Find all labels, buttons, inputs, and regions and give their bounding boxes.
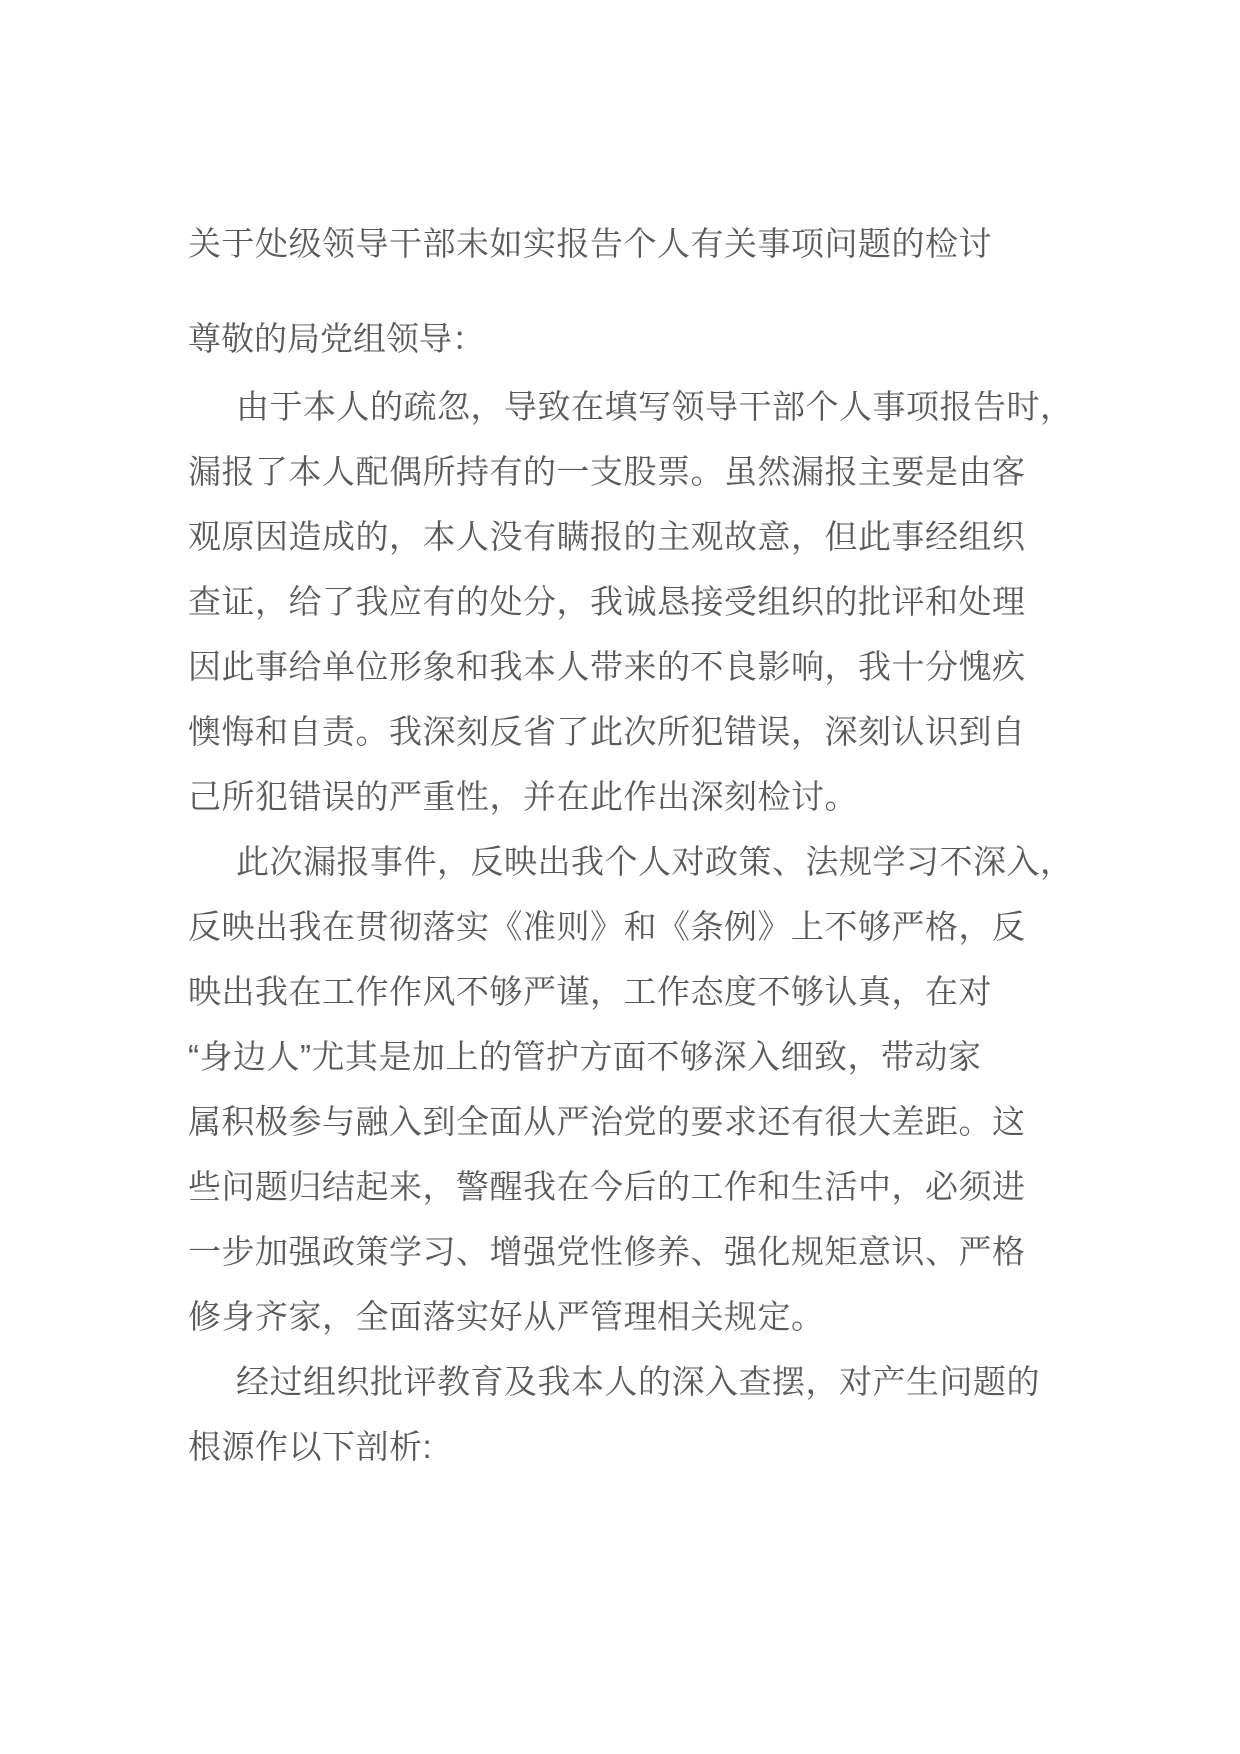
paragraph-line: 属积极参与融入到全面从严治党的要求还有很大差距。这 — [188, 1103, 1026, 1140]
paragraph-line: 根源作以下剖析: — [188, 1428, 433, 1465]
paragraph-line: 此次漏报事件，反映出我个人对政策、法规学习不深入， — [236, 843, 1074, 880]
paragraph-line: “身边人”尤其是加上的管护方面不够深入细致，带动家 — [188, 1038, 982, 1075]
paragraph-line: 反映出我在贯彻落实《准则》和《条例》上不够严格，反 — [188, 908, 1026, 945]
paragraph-line: 懊悔和自责。我深刻反省了此次所犯错误，深刻认识到自 — [188, 713, 1026, 750]
paragraph-3 — [188, 1349, 1118, 1479]
paragraph-line: 修身齐家，全面落实好从严管理相关规定。 — [188, 1298, 825, 1335]
paragraph-line: 因此事给单位形象和我本人带来的不良影响，我十分愧疚 — [188, 648, 1026, 685]
paragraph-2 — [188, 829, 1118, 1349]
paragraph-line: 一步加强政策学习、增强党性修养、强化规矩意识、严格 — [188, 1233, 1026, 1270]
paragraph-1 — [188, 374, 1118, 829]
paragraph-line: 观原因造成的，本人没有瞒报的主观故意，但此事经组织 — [188, 518, 1026, 555]
paragraph-line: 些问题归结起来，警醒我在今后的工作和生活中，必须进 — [188, 1168, 1026, 1205]
paragraph-line: 由于本人的疏忽，导致在填写领导干部个人事项报告时， — [236, 388, 1074, 425]
salutation-line: 尊敬的局党组领导： — [188, 320, 485, 357]
paragraph-line: 查证，给了我应有的处分，我诚恳接受组织的批评和处理 — [188, 583, 1026, 620]
paragraph-line: 己所犯错误的严重性，并在此作出深刻检讨。 — [188, 778, 858, 815]
paragraph-line: 映出我在工作作风不够严谨，工作态度不够认真，在对 — [188, 973, 992, 1010]
document-title: 关于处级领导干部未如实报告个人有关事项问题的检讨 — [188, 225, 992, 262]
paragraph-line: 漏报了本人配偶所持有的一支股票。虽然漏报主要是由客 — [188, 453, 1026, 490]
paragraph-line: 经过组织批评教育及我本人的深入查摆，对产生问题的 — [236, 1363, 1040, 1400]
